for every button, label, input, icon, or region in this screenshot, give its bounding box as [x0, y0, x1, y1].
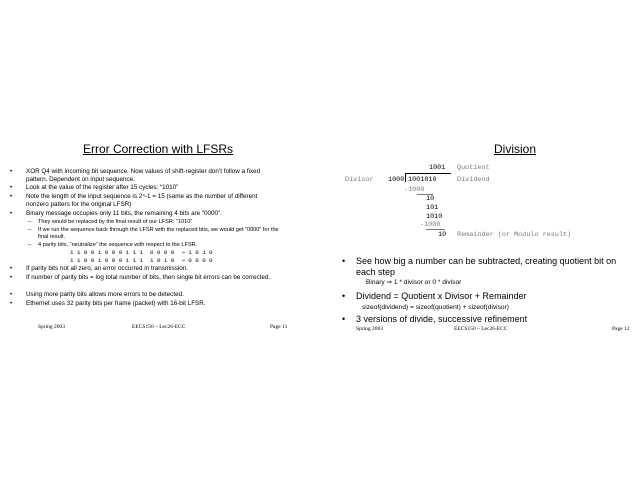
sub-bullet-item — [28, 227, 284, 241]
footer-date: Spring 2003 — [356, 326, 384, 332]
slide-footer — [0, 324, 316, 334]
slide-footer — [322, 326, 638, 336]
slide-division — [322, 128, 638, 336]
bullet-text: Dividend = Quotient x Divisor + Remainder — [356, 291, 527, 301]
footer-page: Page 11 — [270, 324, 288, 330]
step-underline — [426, 229, 445, 230]
bullet-text: If parity bits not all zero, an error occurred in transmission. — [26, 265, 189, 272]
bullet-item — [10, 184, 281, 192]
bullet-text: Note the length of the input sequence is 2⁴-1 = 15 (same as the number of different nonzero patters for the original LFSR) — [26, 193, 258, 208]
bullet-icon: • — [10, 184, 13, 191]
bullet-icon: • — [10, 193, 13, 200]
dash-icon: – — [28, 219, 32, 225]
bullet-item — [10, 265, 281, 273]
bullet-item — [342, 256, 626, 277]
bullet-text: XOR Q4 with incoming bit sequence. Now values of shift-register don’t follow a fixed pattern. Dependent on input sequence. — [26, 168, 261, 183]
dividend-label: Dividend — [457, 176, 490, 184]
bullet-item — [10, 193, 281, 208]
bullet-item — [342, 314, 626, 325]
bullet-icon: • — [10, 265, 13, 272]
bullet-text: 3 versions of divide, successive refinement — [356, 314, 528, 324]
subtract-step-2: -1000 — [420, 221, 441, 229]
footer-page: Page 12 — [612, 326, 630, 332]
bullet-item — [342, 291, 626, 302]
bullet-item — [10, 300, 281, 308]
partial-result-2: 101 — [426, 204, 439, 212]
sub-note: Binary ⇒ 1 * divisor or 0 * divisor — [366, 279, 462, 286]
bullet-icon: • — [342, 314, 346, 324]
bullet-icon: • — [342, 256, 346, 266]
bullet-icon: • — [10, 210, 13, 217]
bullet-icon: • — [10, 300, 13, 307]
slide-title: Division — [493, 142, 536, 156]
sub-bullet-text: If we run the sequence back through the LFSR with the replaced bits, we would get “0000” for the final result. — [38, 227, 279, 240]
sequence-line-2: 1 1 0 0 1 0 0 0 1 1 1 1 0 1 0 ⇒ 0 0 0 0 — [70, 257, 213, 264]
sub-bullet-text: They would be replaced by the final result of our LFSR: “1010” — [38, 219, 193, 225]
bullet-icon: • — [342, 291, 346, 301]
bullet-text: If number of parity bits = log total number of bits, then single bit errors can be corrected. — [26, 274, 271, 281]
bullet-item — [10, 168, 281, 183]
bullet-text: Ethernet uses 32 parity bits per frame (packet) with 16-bit LFSR. — [26, 300, 206, 307]
quotient-label: Quotient — [457, 164, 490, 172]
bullet-text: See how big a number can be subtracted, creating quotient bit on each step — [356, 256, 617, 277]
sub-bullet-item — [28, 219, 284, 226]
dash-icon: – — [28, 242, 32, 248]
partial-result-3: 1010 — [426, 213, 443, 221]
bullet-icon: • — [10, 291, 13, 298]
footer-course: EECS150 – Lec26-ECC — [132, 324, 186, 330]
divisor-label: Divisor — [345, 176, 374, 184]
bullet-text: Using more parity bits allows more errors to be detected. — [26, 291, 184, 298]
quotient-value: 1001 — [429, 164, 446, 172]
dash-icon: – — [28, 227, 32, 233]
sequence-line-1: 1 1 0 0 1 0 0 0 1 1 1 0 0 0 0 ⇒ 1 0 1 0 — [70, 249, 213, 256]
subtract-step-1: -1000 — [404, 186, 425, 194]
slide-title: Error Correction with LFSRs — [82, 142, 234, 156]
bullet-text: Look at the value of the register after 15 cycles: “1010” — [26, 184, 179, 191]
remainder-label: Remainder (or Modulo result) — [457, 231, 572, 239]
footer-date: Spring 2003 — [38, 324, 66, 330]
division-bar — [405, 173, 451, 174]
remainder-value: 10 — [438, 231, 447, 239]
bullet-text: Binary message occupies only 11 bits, the remaining 4 bits are “0000”. — [26, 210, 222, 217]
division-bracket — [405, 173, 406, 182]
bullet-icon: • — [10, 274, 13, 281]
divisor-value: 1000 — [388, 176, 405, 184]
sub-bullet-item — [28, 242, 284, 249]
bullet-item — [10, 274, 281, 282]
partial-result-1: 10 — [426, 195, 435, 203]
bullet-item — [10, 210, 281, 218]
dividend-value: 1001010 — [408, 176, 437, 184]
sub-bullet-text: 4 parity bits, “neutralize” the sequence with respect to the LFSR. — [38, 242, 198, 248]
slide-lfsr-error-correction — [0, 128, 316, 336]
sub-note: sizeof(dividend) = sizeof(quotient) + sizeof(divisor) — [362, 304, 509, 311]
bullet-icon: • — [10, 168, 13, 175]
bullet-item — [10, 291, 281, 299]
footer-course: EECS150 – Lec26-ECC — [454, 326, 508, 332]
